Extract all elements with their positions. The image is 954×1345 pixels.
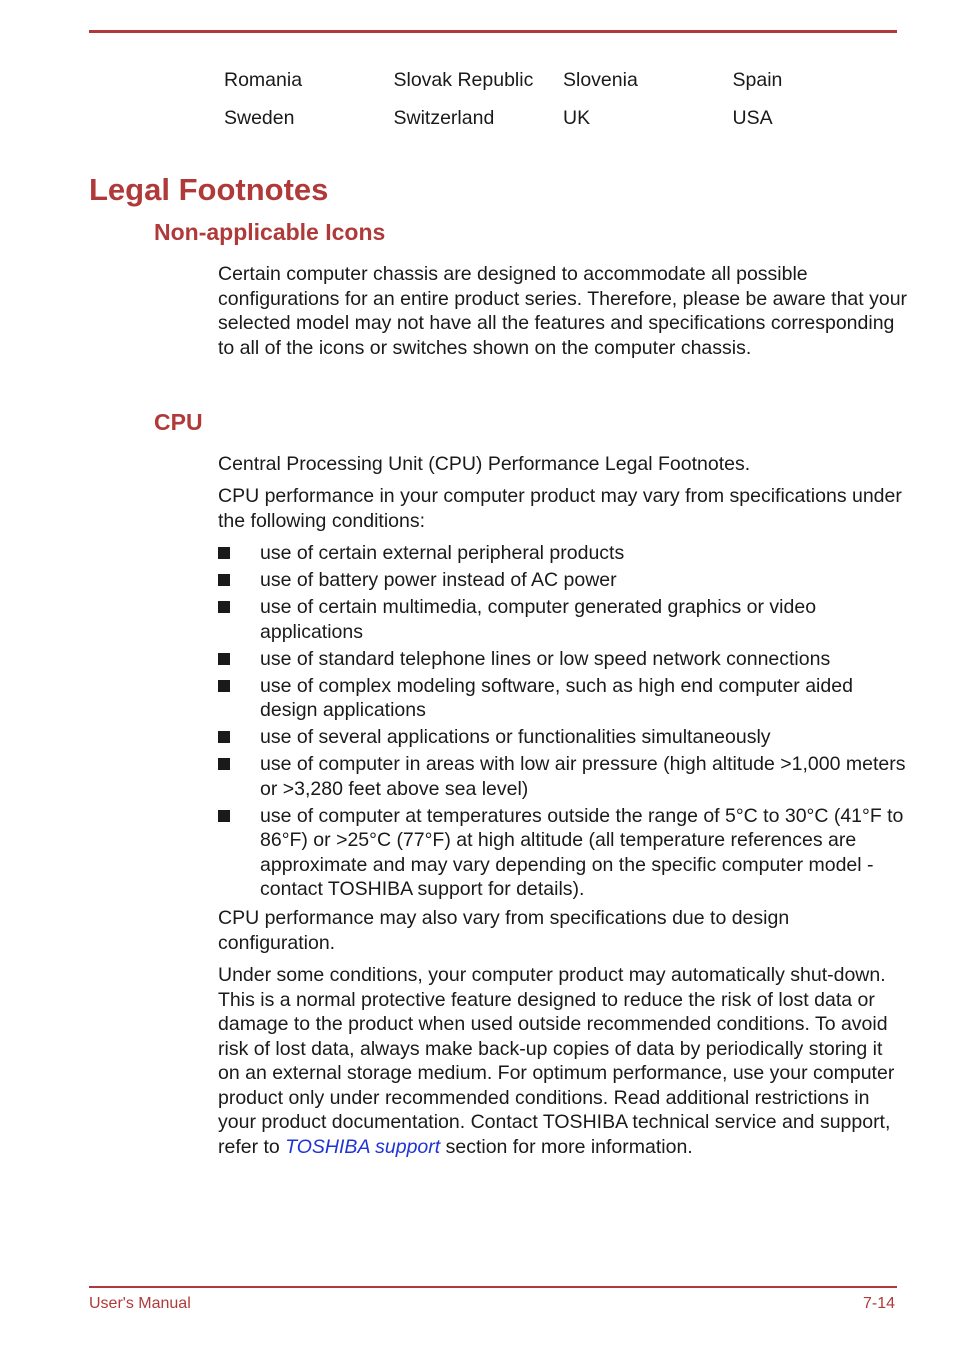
toshiba-support-link[interactable]: TOSHIBA support xyxy=(285,1135,441,1158)
section-heading-cpu: CPU xyxy=(154,409,203,435)
country-row xyxy=(224,68,902,106)
cpu-conditions-lead: CPU performance in your computer product may vary from specifications under the following conditions: xyxy=(218,485,902,532)
list-item-text: use of standard telephone lines or low speed network connections xyxy=(260,647,831,670)
list-item xyxy=(218,541,908,566)
square-bullet-icon xyxy=(218,731,230,743)
footer-manual-title: User's Manual xyxy=(89,1295,191,1312)
country-cell: UK xyxy=(563,107,591,129)
list-item xyxy=(218,674,908,723)
country-row xyxy=(224,106,902,144)
list-item xyxy=(218,752,908,801)
list-item xyxy=(218,595,908,644)
country-table xyxy=(224,68,902,144)
country-cell: Spain xyxy=(732,69,783,91)
square-bullet-icon xyxy=(218,601,230,613)
country-cell: Slovenia xyxy=(563,69,638,91)
list-item-text: use of computer at temperatures outside the range of 5°C to 30°C (41°F to 86°F) or >25°C (77°F) at high altitude (all temperature references are approximate and may vary depending on the specific computer model - contact TOSHIBA support for details). xyxy=(260,804,904,900)
country-cell: Switzerland xyxy=(393,107,495,129)
list-item-text: use of complex modeling software, such as high end computer aided design applications xyxy=(260,674,853,721)
list-item-text: use of certain external peripheral products xyxy=(260,542,625,564)
square-bullet-icon xyxy=(218,680,230,692)
country-cell: Slovak Republic xyxy=(393,69,534,91)
footer-page-number: 7-14 xyxy=(862,1295,895,1312)
cpu-conditions-list xyxy=(218,541,908,904)
shutdown-tail: section for more information. xyxy=(445,1135,693,1158)
country-cell: Sweden xyxy=(224,107,295,129)
list-item xyxy=(218,568,908,593)
list-item xyxy=(218,647,908,672)
square-bullet-icon xyxy=(218,653,230,665)
list-item-text: use of several applications or functionalities simultaneously xyxy=(260,726,771,748)
list-item xyxy=(218,804,908,902)
square-bullet-icon xyxy=(218,758,230,770)
square-bullet-icon xyxy=(218,574,230,586)
country-cell: Romania xyxy=(224,69,303,91)
section-heading-icons: Non-applicable Icons xyxy=(154,219,386,245)
cpu-intro: Central Processing Unit (CPU) Performance Legal Footnotes. xyxy=(218,453,751,475)
list-item xyxy=(218,725,908,750)
list-item-text: use of certain multimedia, computer generated graphics or video applications xyxy=(260,596,817,643)
shutdown-text: Under some conditions, your computer product may automatically shut-down. This is a normal protective feature designed to reduce the risk of lost data or damage to the product when used outside recommended conditions. To avoid risk of lost data, always make back-up copies of data by periodically storing it on an external storage medium. For optimum performance, use your computer product only under recommended conditions. Read additional restrictions in your product documentation. Contact TOSHIBA technical service and support, refer to xyxy=(218,964,895,1158)
page-title: Legal Footnotes xyxy=(89,172,329,207)
footer-rule xyxy=(89,1286,897,1288)
list-item-text: use of battery power instead of AC power xyxy=(260,569,617,591)
cpu-shutdown-paragraph xyxy=(218,963,908,1159)
square-bullet-icon xyxy=(218,547,230,559)
cpu-design-note: CPU performance may also vary from specifications due to design configuration. xyxy=(218,907,790,954)
list-item-text: use of computer in areas with low air pressure (high altitude >1,000 meters or >3,280 feet above sea level) xyxy=(260,753,906,800)
header-rule xyxy=(89,30,897,33)
country-cell: USA xyxy=(732,107,773,129)
square-bullet-icon xyxy=(218,810,230,822)
icons-paragraph: Certain computer chassis are designed to accommodate all possible configurations for an entire product series. Therefore, please be aware that your selected model may not have all the features and specifications corresponding to all of the icons or switches shown on the computer chassis. xyxy=(218,263,908,359)
